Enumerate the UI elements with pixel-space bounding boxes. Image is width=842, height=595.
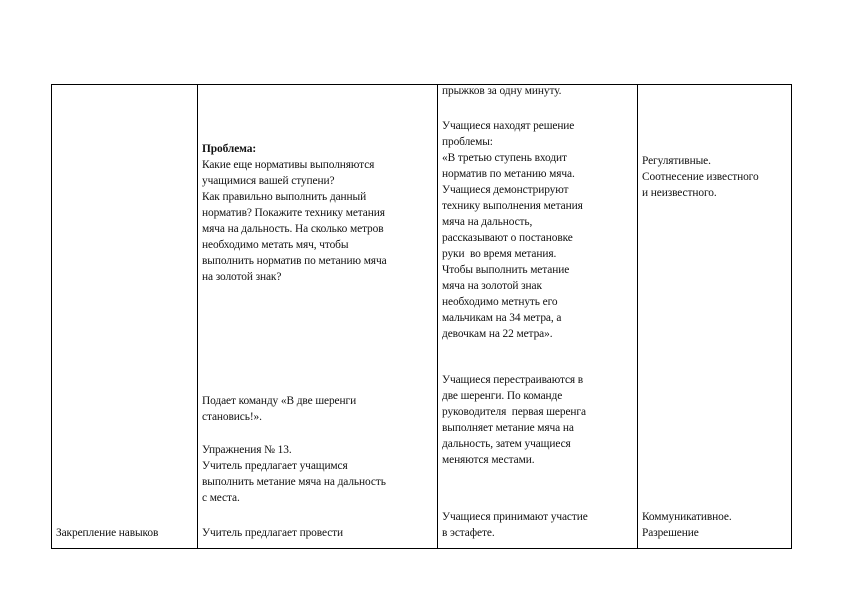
command-line: становись!».: [202, 411, 262, 423]
solution-line: Учащиеся находят решение: [442, 120, 575, 132]
rebuild-line: две шеренги. По команде: [442, 390, 563, 402]
regulative-line: и неизвестного.: [642, 187, 717, 199]
problem-line: норматив? Покажите технику метания: [202, 207, 385, 219]
column-divider-3: [637, 84, 638, 549]
solution-line: рассказывают о постановке: [442, 232, 573, 244]
solution-line: проблемы:: [442, 136, 493, 148]
rebuild-line: Учащиеся перестраиваются в: [442, 374, 584, 386]
continued-line: прыжков за одну минуту.: [442, 85, 562, 97]
stage-label: Закрепление навыков: [56, 527, 159, 539]
solution-line: Учащиеся демонстрируют: [442, 184, 569, 196]
solution-line: технику выполнения метания: [442, 200, 583, 212]
problem-line: мяча на дальность. На сколько метров: [202, 223, 384, 235]
regulative-line: Соотнесение известного: [642, 171, 759, 183]
rebuild-line: выполняет метание мяча на: [442, 422, 574, 434]
solution-line: мальчикам на 34 метра, а: [442, 312, 562, 324]
solution-line: «В третью ступень входит: [442, 152, 567, 164]
communicative-line: Коммуникативное.: [642, 511, 732, 523]
relay-answer-line: в эстафете.: [442, 527, 495, 539]
communicative-line: Разрешение: [642, 527, 699, 539]
solution-line: руки во время метания.: [442, 248, 557, 260]
column-divider-2: [437, 84, 438, 549]
table-top-border: [51, 84, 792, 85]
exercise-line: с места.: [202, 492, 240, 504]
exercise-line: Упражнения № 13.: [202, 444, 292, 456]
rebuild-line: руководителя первая шеренга: [442, 406, 586, 418]
problem-line: на золотой знак?: [202, 271, 282, 283]
table-bottom-border: [51, 548, 792, 549]
command-line: Подает команду «В две шеренги: [202, 395, 357, 407]
solution-line: мяча на дальность,: [442, 216, 533, 228]
solution-line: норматив по метанию мяча.: [442, 168, 575, 180]
solution-line: мяча на золотой знак: [442, 280, 542, 292]
solution-line: девочкам на 22 метра».: [442, 328, 553, 340]
problem-line: учащимися вашей ступени?: [202, 175, 335, 187]
table-right-border: [791, 84, 792, 549]
exercise-line: выполнить метание мяча на дальность: [202, 476, 386, 488]
solution-line: Чтобы выполнить метание: [442, 264, 570, 276]
problem-heading: Проблема:: [202, 143, 257, 155]
column-divider-1: [197, 84, 198, 549]
problem-line: Какие еще нормативы выполняются: [202, 159, 375, 171]
exercise-line: Учитель предлагает учащимся: [202, 460, 348, 472]
problem-line: выполнить норматив по метанию мяча: [202, 255, 387, 267]
relay-line: Учитель предлагает провести: [202, 527, 344, 539]
problem-line: необходимо метать мяч, чтобы: [202, 239, 349, 251]
rebuild-line: меняются местами.: [442, 454, 535, 466]
regulative-line: Регулятивные.: [642, 155, 711, 167]
solution-line: необходимо метнуть его: [442, 296, 558, 308]
relay-answer-line: Учащиеся принимают участие: [442, 511, 588, 523]
rebuild-line: дальность, затем учащиеся: [442, 438, 571, 450]
table-left-border: [51, 84, 52, 549]
problem-line: Как правильно выполнить данный: [202, 191, 367, 203]
